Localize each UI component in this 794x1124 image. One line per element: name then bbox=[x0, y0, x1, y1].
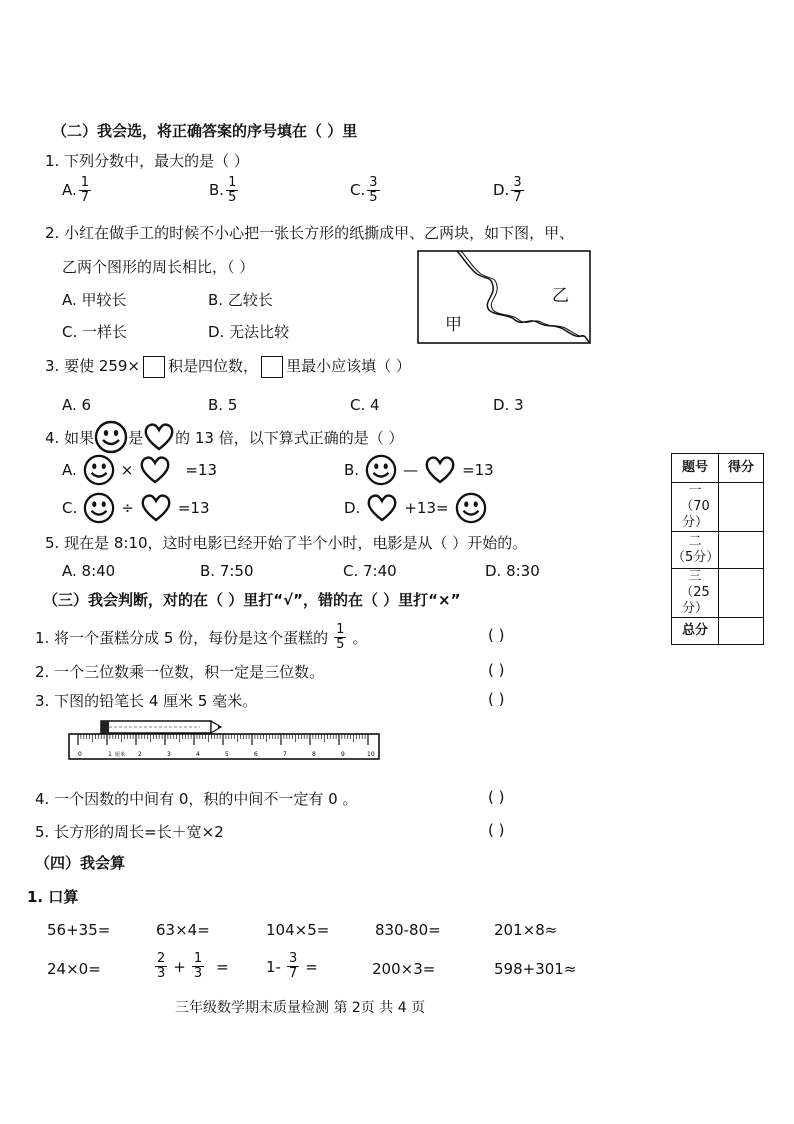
q1-option-c-num: 3 bbox=[369, 175, 378, 190]
score-table-row-1-score-cell[interactable] bbox=[719, 483, 764, 532]
smiley-face-icon bbox=[83, 454, 115, 486]
q3-stem-part1: 3. 要使 259× bbox=[45, 357, 141, 375]
calc-r2-c2-den2: 3 bbox=[193, 966, 203, 981]
q3-option-a: A. 6 bbox=[62, 396, 92, 414]
score-table-row-2-label bbox=[672, 532, 719, 569]
q4-option-d-op: +13= bbox=[404, 499, 449, 517]
q1-stem: 1. 下列分数中，最大的是（ ） bbox=[45, 152, 249, 170]
ruler-label-0: 0 bbox=[78, 751, 82, 758]
calc-r2-c5: 598+301≈ bbox=[494, 960, 577, 978]
judge-q2-answer-blank[interactable]: ( ) bbox=[488, 661, 505, 679]
score-table-row-2-part: 二 bbox=[688, 534, 702, 549]
ruler-label-9: 9 bbox=[341, 751, 345, 758]
q4-option-b-op: — bbox=[403, 461, 419, 479]
page-footer: 三年级数学期末质量检测 第 2页 共 4 页 bbox=[175, 1000, 426, 1016]
smiley-face-icon bbox=[83, 492, 115, 524]
q4-stem bbox=[45, 420, 404, 454]
q2-option-c: C. 一样长 bbox=[62, 323, 128, 341]
q1-option-b-fraction bbox=[226, 176, 238, 205]
q3-option-b: B. 5 bbox=[208, 396, 238, 414]
judge-q5-text: 5. 长方形的周长=长＋宽×2 bbox=[35, 823, 224, 841]
judge-q3-answer-blank[interactable]: ( ) bbox=[488, 690, 505, 708]
q3-stem-part3: 里最小应该填（ ） bbox=[286, 357, 411, 375]
q4-option-a-result: =13 bbox=[185, 461, 217, 479]
heart-icon bbox=[366, 493, 398, 523]
judge-q3-text: 3. 下图的铅笔长 4 厘米 5 毫米。 bbox=[35, 692, 258, 710]
heart-icon bbox=[424, 455, 456, 485]
q1-option-d-fraction bbox=[511, 176, 523, 205]
ruler-label-8: 8 bbox=[312, 751, 316, 758]
ruler-label-5: 5 bbox=[225, 751, 229, 758]
q3-option-d: D. 3 bbox=[493, 396, 524, 414]
score-table-total-cell[interactable] bbox=[719, 618, 764, 645]
score-table-row-3-label bbox=[672, 569, 719, 618]
calc-r2-c3-num: 3 bbox=[288, 951, 298, 966]
q4-option-d bbox=[344, 491, 487, 525]
q4-option-a bbox=[62, 453, 217, 487]
q1-option-d-den: 7 bbox=[513, 190, 522, 205]
q5-stem: 5. 现在是 8:10，这时电影已经开始了半个小时，电影是从（ ）开始的。 bbox=[45, 534, 528, 552]
ruler-unit-label: 厘米 bbox=[115, 752, 126, 758]
score-table-total-label: 总分 bbox=[672, 618, 719, 645]
calc-r2-c3 bbox=[266, 952, 318, 981]
score-table-row-1-points: （70分） bbox=[680, 499, 710, 530]
q1-option-a-label: A. bbox=[62, 181, 77, 199]
q1-option-a bbox=[62, 176, 93, 205]
judge-q4-answer-blank[interactable]: ( ) bbox=[488, 788, 505, 806]
calc-r2-c2 bbox=[153, 952, 229, 981]
section2-title: （二）我会选，将正确答案的序号填在（ ）里 bbox=[52, 122, 358, 140]
q3-stem-part2: 积是四位数， bbox=[168, 357, 259, 375]
calc-r1-c5: 201×8≈ bbox=[494, 921, 558, 939]
q1-option-c-label: C. bbox=[350, 181, 366, 199]
calc-r2-c2-den1: 3 bbox=[157, 966, 166, 981]
q4-option-a-op: × bbox=[120, 461, 134, 479]
q1-option-d bbox=[493, 176, 526, 205]
q1-option-b-label: B. bbox=[209, 181, 225, 199]
q4-option-b-result: =13 bbox=[462, 461, 494, 479]
score-table-header-score: 得分 bbox=[719, 454, 764, 483]
q5-option-c: C. 7:40 bbox=[343, 562, 397, 580]
calc-r2-c3-frac bbox=[287, 952, 299, 981]
calc-r2-c2-eq: = bbox=[216, 957, 229, 976]
ruler-label-4: 4 bbox=[196, 751, 200, 758]
q1-option-d-num: 3 bbox=[513, 175, 522, 190]
score-table-row-3-part: 三 bbox=[688, 569, 702, 584]
q2-option-b: B. 乙较长 bbox=[208, 291, 273, 309]
q2-option-a: A. 甲较长 bbox=[62, 291, 127, 309]
q4-option-c-result: =13 bbox=[177, 499, 210, 517]
judge-q1 bbox=[35, 623, 367, 652]
score-table-row-3-score-cell[interactable] bbox=[719, 569, 764, 618]
judge-q1-fraction bbox=[334, 623, 346, 652]
q1-option-a-fraction bbox=[79, 176, 91, 205]
calc-r1-c2: 63×4= bbox=[156, 921, 210, 939]
q1-option-c bbox=[350, 176, 382, 205]
q5-option-a: A. 8:40 bbox=[62, 562, 116, 580]
ruler-label-10: 10 bbox=[367, 751, 375, 758]
q4-stem-part1: 4. 如果 bbox=[45, 428, 95, 447]
calc-r2-c2-frac2 bbox=[192, 952, 204, 981]
judge-q1-num: 1 bbox=[336, 622, 345, 637]
judge-q1-answer-blank[interactable]: ( ) bbox=[488, 626, 505, 644]
calc-r1-c3: 104×5= bbox=[266, 921, 330, 939]
q1-option-c-den: 5 bbox=[369, 190, 378, 205]
calc-r1-c1: 56+35= bbox=[47, 921, 111, 939]
q1-option-c-fraction bbox=[367, 176, 379, 205]
torn-paper-figure bbox=[417, 250, 591, 344]
ruler-label-7: 7 bbox=[283, 751, 287, 758]
calc-r2-c3-pre: 1- bbox=[266, 957, 281, 976]
q4-option-c-label: C. bbox=[62, 499, 78, 517]
score-table-row-2-points: （5分） bbox=[672, 550, 720, 565]
judge-q1-text: 1. 将一个蛋糕分成 5 份，每份是这个蛋糕的 bbox=[35, 629, 329, 647]
heart-icon bbox=[143, 422, 175, 452]
heart-icon bbox=[139, 455, 171, 485]
blank-box-icon bbox=[261, 356, 283, 378]
blank-box-icon bbox=[143, 356, 165, 378]
q4-option-b bbox=[344, 453, 494, 487]
q4-option-a-label: A. bbox=[62, 461, 77, 479]
calc-r2-c2-frac1 bbox=[155, 952, 167, 981]
judge-q1-den: 5 bbox=[336, 637, 345, 652]
q3-stem bbox=[45, 355, 411, 378]
calc-r2-c2-num1: 2 bbox=[157, 951, 166, 966]
q1-option-b-num: 1 bbox=[228, 175, 237, 190]
smiley-face-icon bbox=[94, 420, 128, 454]
q4-option-c bbox=[62, 491, 209, 525]
q4-option-b-label: B. bbox=[344, 461, 360, 479]
q2-option-d: D. 无法比较 bbox=[208, 323, 290, 341]
q1-option-d-label: D. bbox=[493, 181, 510, 199]
smiley-face-icon bbox=[365, 454, 397, 486]
judge-q5-answer-blank[interactable]: ( ) bbox=[488, 821, 505, 839]
calc-r1-c4: 830-80= bbox=[375, 921, 441, 939]
calc-r2-c4: 200×3= bbox=[372, 960, 436, 978]
score-table-row-3-points: （25分） bbox=[680, 585, 710, 616]
score-table-row-1-part: 一 bbox=[688, 483, 702, 498]
q1-option-a-den: 7 bbox=[80, 190, 90, 205]
judge-q4-text: 4. 一个因数的中间有 0，积的中间不一定有 0 。 bbox=[35, 790, 358, 808]
smiley-face-icon bbox=[455, 492, 487, 524]
q4-stem-part2: 是 bbox=[128, 428, 144, 447]
judge-q1-post: 。 bbox=[352, 629, 368, 647]
q1-option-a-num: 1 bbox=[80, 175, 90, 190]
judge-q2-text: 2. 一个三位数乘一位数，积一定是三位数。 bbox=[35, 663, 325, 681]
score-table-row-1-label bbox=[672, 483, 719, 532]
heart-icon bbox=[140, 493, 172, 523]
ruler-label-3: 3 bbox=[167, 751, 171, 758]
score-table bbox=[671, 453, 764, 645]
score-table-row-2-score-cell[interactable] bbox=[719, 532, 764, 569]
section3-title: （三）我会判断，对的在（ ）里打“√”，错的在（ ）里打“×” bbox=[43, 591, 461, 609]
calc-r2-c2-num2: 1 bbox=[193, 951, 203, 966]
section4-title: （四）我会算 bbox=[35, 854, 126, 872]
q5-option-b: B. 7:50 bbox=[200, 562, 254, 580]
q3-option-c: C. 4 bbox=[350, 396, 380, 414]
q4-option-c-op: ÷ bbox=[121, 499, 134, 517]
figure-label-yi: 乙 bbox=[552, 286, 569, 306]
q4-option-d-label: D. bbox=[344, 499, 361, 517]
ruler-with-pencil bbox=[68, 716, 380, 762]
figure-label-jia: 甲 bbox=[445, 315, 462, 335]
ruler-label-2: 2 bbox=[138, 751, 142, 758]
q5-option-d: D. 8:30 bbox=[485, 562, 540, 580]
calc-r2-c1: 24×0= bbox=[47, 960, 101, 978]
calc-r2-c3-den: 7 bbox=[288, 966, 298, 981]
q4-stem-part3: 的 13 倍，以下算式正确的是（ ） bbox=[175, 428, 404, 447]
ruler-label-1: 1 bbox=[108, 751, 112, 758]
calc-r2-c2-op: + bbox=[173, 957, 186, 976]
q1-option-b bbox=[209, 176, 240, 205]
ruler-label-6: 6 bbox=[254, 751, 258, 758]
pencil-icon bbox=[101, 721, 221, 733]
section4-sub1: 1. 口算 bbox=[27, 888, 79, 906]
calc-r2-c3-eq: = bbox=[305, 957, 318, 976]
score-table-header-question: 题号 bbox=[672, 454, 719, 483]
q1-option-b-den: 5 bbox=[228, 190, 237, 205]
q2-stem-line2: 乙两个图形的周长相比，（ ） bbox=[62, 258, 255, 276]
q2-stem-line1: 2. 小红在做手工的时候不小心把一张长方形的纸撕成甲、乙两块，如下图，甲、 bbox=[45, 224, 575, 242]
